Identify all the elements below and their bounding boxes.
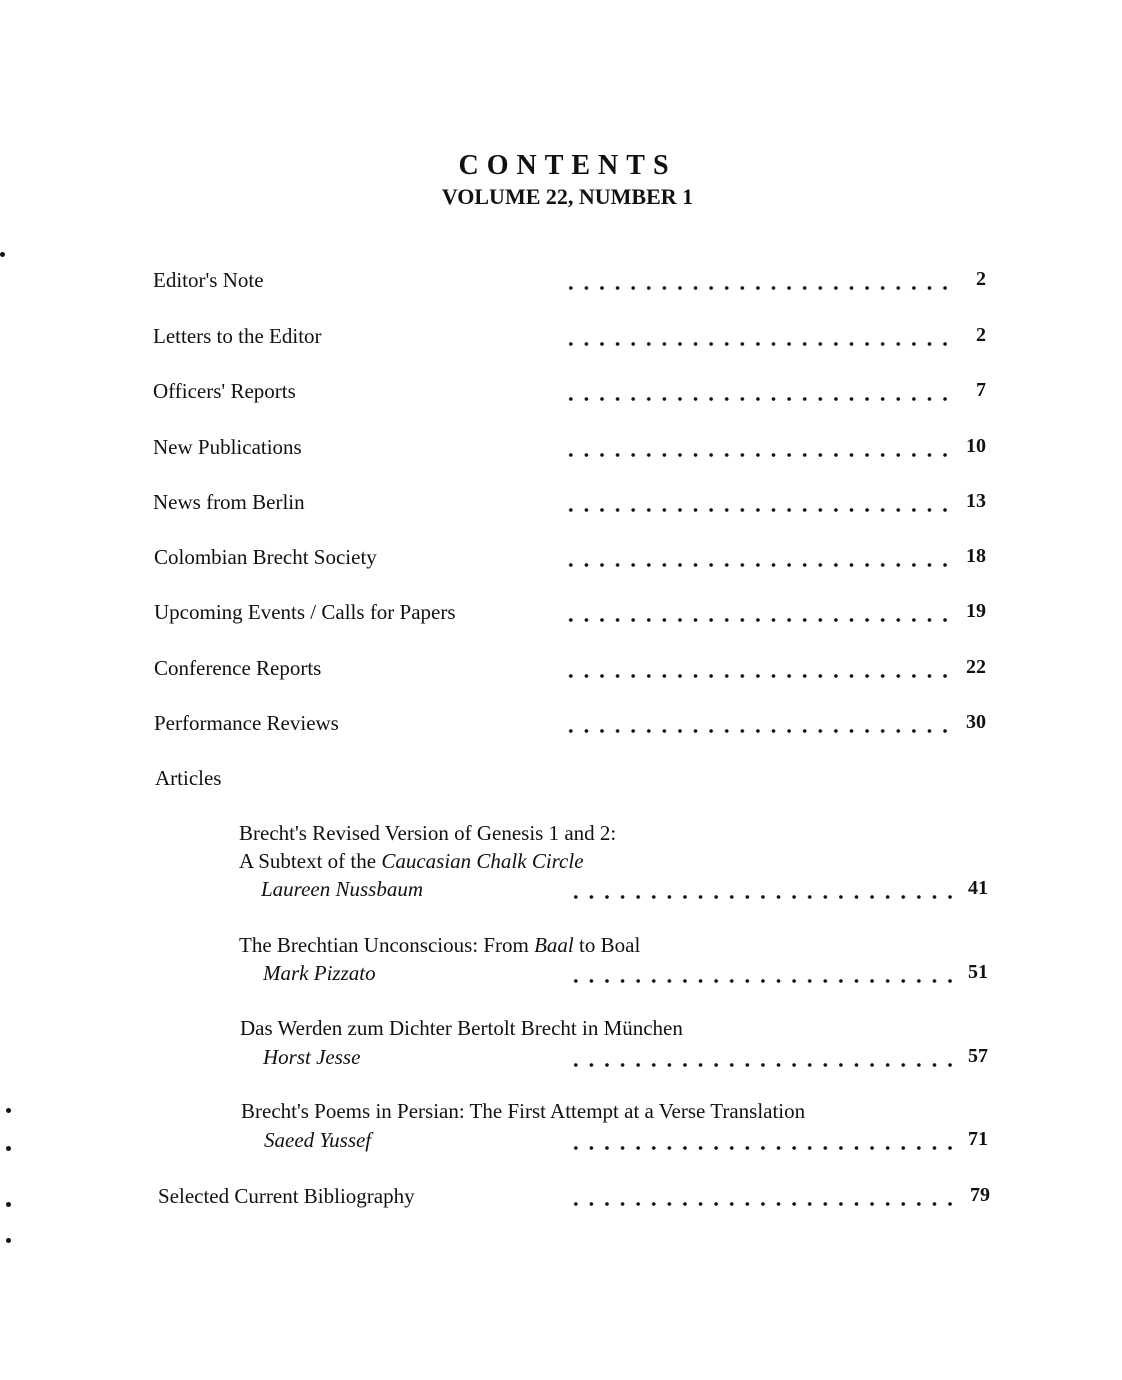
toc-entry-editors-note: Editor's Note [153, 268, 264, 292]
articles-heading: Articles [155, 766, 222, 790]
dot-leader [563, 721, 953, 741]
toc-entry-news-berlin: News from Berlin [153, 490, 305, 514]
article-title-text: The Brechtian Unconscious: From [239, 933, 535, 957]
page-number: 10 [966, 435, 986, 457]
toc-entry-new-publications: New Publications [153, 435, 302, 459]
article-title-line: Brecht's Poems in Persian: The First Attempt at a Verse Translation [241, 1099, 806, 1123]
article-title-line [239, 849, 584, 874]
dot-leader [563, 278, 953, 298]
dot-leader [568, 971, 958, 991]
article-title-text: A Subtext of the [239, 849, 382, 873]
dot-leader [563, 555, 953, 575]
scan-mark [6, 1238, 11, 1243]
dot-leader [568, 887, 958, 907]
page-number: 79 [970, 1184, 990, 1206]
scan-mark [6, 1108, 11, 1113]
article-author: Laureen Nussbaum [261, 877, 423, 901]
dot-leader [563, 334, 953, 354]
dot-leader [563, 389, 953, 409]
dot-leader [563, 610, 953, 630]
page-number: 7 [976, 379, 986, 401]
article-author: Mark Pizzato [263, 961, 376, 985]
toc-entry-upcoming-events: Upcoming Events / Calls for Papers [154, 600, 456, 624]
page-title: CONTENTS [458, 150, 677, 181]
toc-entry-performance-reviews: Performance Reviews [154, 711, 339, 735]
article-title-line: Das Werden zum Dichter Bertolt Brecht in München [240, 1016, 683, 1040]
article-author: Horst Jesse [263, 1045, 361, 1069]
toc-entry-colombian-society: Colombian Brecht Society [154, 545, 377, 569]
toc-entry-conference-reports: Conference Reports [154, 656, 322, 680]
page-number: 51 [968, 961, 988, 983]
page-number: 13 [966, 490, 986, 512]
page-number: 30 [966, 711, 986, 733]
dot-leader [568, 1194, 958, 1214]
toc-entry-letters: Letters to the Editor [153, 324, 322, 348]
article-title-italic: Caucasian Chalk Circle [381, 849, 584, 873]
page-number: 2 [976, 324, 986, 346]
dot-leader [568, 1138, 958, 1158]
dot-leader [563, 666, 953, 686]
scan-mark [0, 252, 5, 257]
dot-leader [563, 445, 953, 465]
page-number: 18 [966, 545, 986, 567]
volume-subtitle: VOLUME 22, NUMBER 1 [441, 184, 694, 209]
page-number: 19 [966, 600, 986, 622]
dot-leader [563, 500, 953, 520]
article-author: Saeed Yussef [264, 1128, 372, 1152]
page-number: 22 [966, 656, 986, 678]
article-title-line [239, 933, 640, 958]
dot-leader [568, 1055, 958, 1075]
page-number: 57 [968, 1045, 988, 1067]
article-title-text: to Boal [573, 933, 641, 957]
scan-mark [6, 1146, 11, 1151]
page-number: 41 [968, 877, 988, 899]
article-title-italic: Baal [534, 933, 574, 957]
article-title-line: Brecht's Revised Version of Genesis 1 and 2: [239, 821, 617, 845]
scan-mark [6, 1202, 11, 1207]
toc-entry-officers-reports: Officers' Reports [153, 379, 296, 403]
page-number: 71 [968, 1128, 988, 1150]
page-number: 2 [976, 268, 986, 290]
toc-entry-bibliography: Selected Current Bibliography [158, 1184, 415, 1208]
